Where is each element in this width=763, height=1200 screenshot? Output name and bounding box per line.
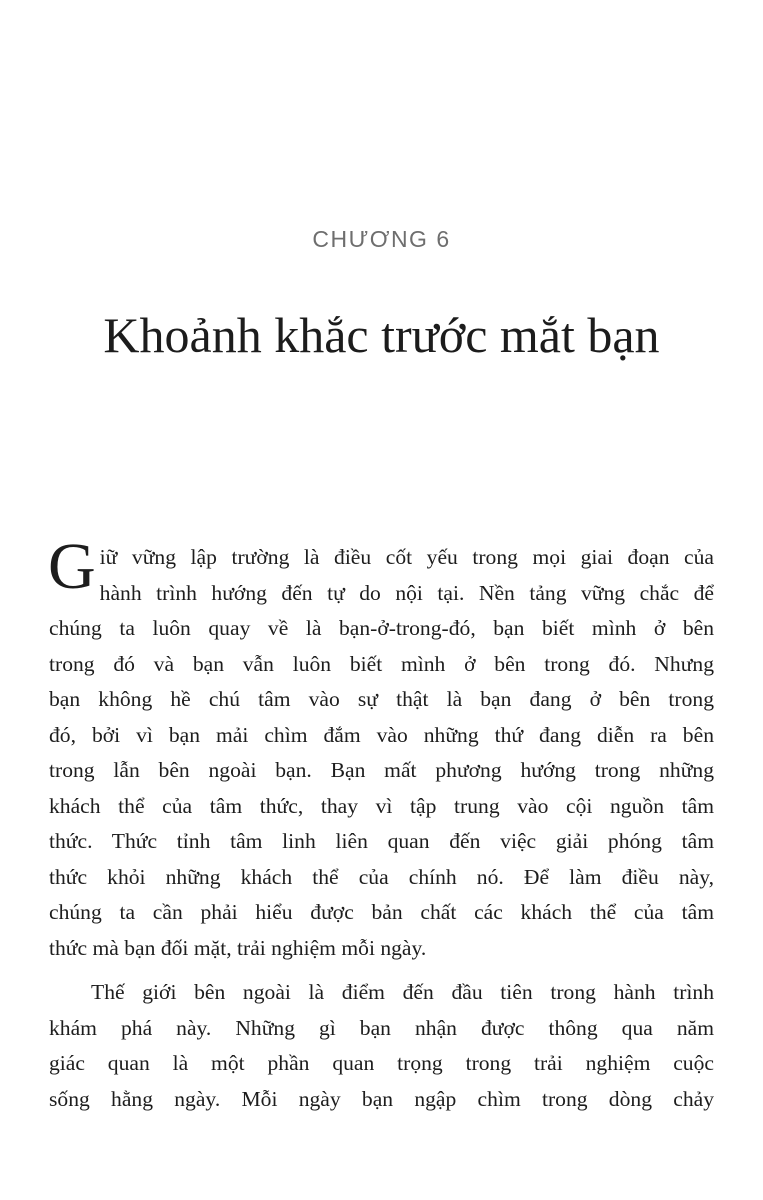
text-line: khám phá này. Những gì bạn nhận được thông qua năm [49, 1015, 714, 1040]
text-line: khách thể của tâm thức, thay vì tập trung vào cội nguồn tâm [49, 793, 714, 818]
text-line: trong đó và bạn vẫn luôn biết mình ở bên trong đó. Nhưng [49, 651, 714, 676]
text-line: đó, bởi vì bạn mải chìm đắm vào những thứ đang diễn ra bên [49, 722, 714, 747]
chapter-label: CHƯƠNG 6 [312, 226, 451, 252]
paragraph-2 [49, 975, 714, 1117]
text-line: thức khỏi những khách thể của chính nó. Để làm điều này, [49, 864, 714, 889]
text-line: thức. Thức tỉnh tâm linh liên quan đến việc giải phóng tâm [49, 829, 714, 853]
text-line: iữ vững lập trường là điều cốt yếu trong mọi giai đoạn của [99, 545, 714, 569]
paragraph-1 [48, 530, 714, 966]
chapter-body [48, 530, 714, 1117]
text-line: hành trình hướng đến tự do nội tại. Nền tảng vững chắc để [99, 580, 714, 605]
text-line: thức mà bạn đối mặt, trải nghiệm mỗi ngày. [49, 935, 427, 960]
text-line: trong lẫn bên ngoài bạn. Bạn mất phương hướng trong những [49, 758, 714, 782]
text-line: chúng ta luôn quay về là bạn-ở-trong-đó, bạn biết mình ở bên [49, 616, 714, 640]
text-line: chúng ta cần phải hiểu được bản chất các khách thể của tâm [49, 900, 714, 924]
text-line: Thế giới bên ngoài là điểm đến đầu tiên trong hành trình [91, 980, 714, 1004]
chapter-title: Khoảnh khắc trước mắt bạn [103, 307, 660, 363]
text-line: sống hằng ngày. Mỗi ngày bạn ngập chìm trong dòng chảy [49, 1086, 714, 1111]
text-line: giác quan là một phần quan trọng trong trải nghiệm cuộc [49, 1051, 714, 1075]
text-line: bạn không hề chú tâm vào sự thật là bạn đang ở bên trong [49, 687, 714, 711]
drop-cap: G [48, 530, 96, 603]
